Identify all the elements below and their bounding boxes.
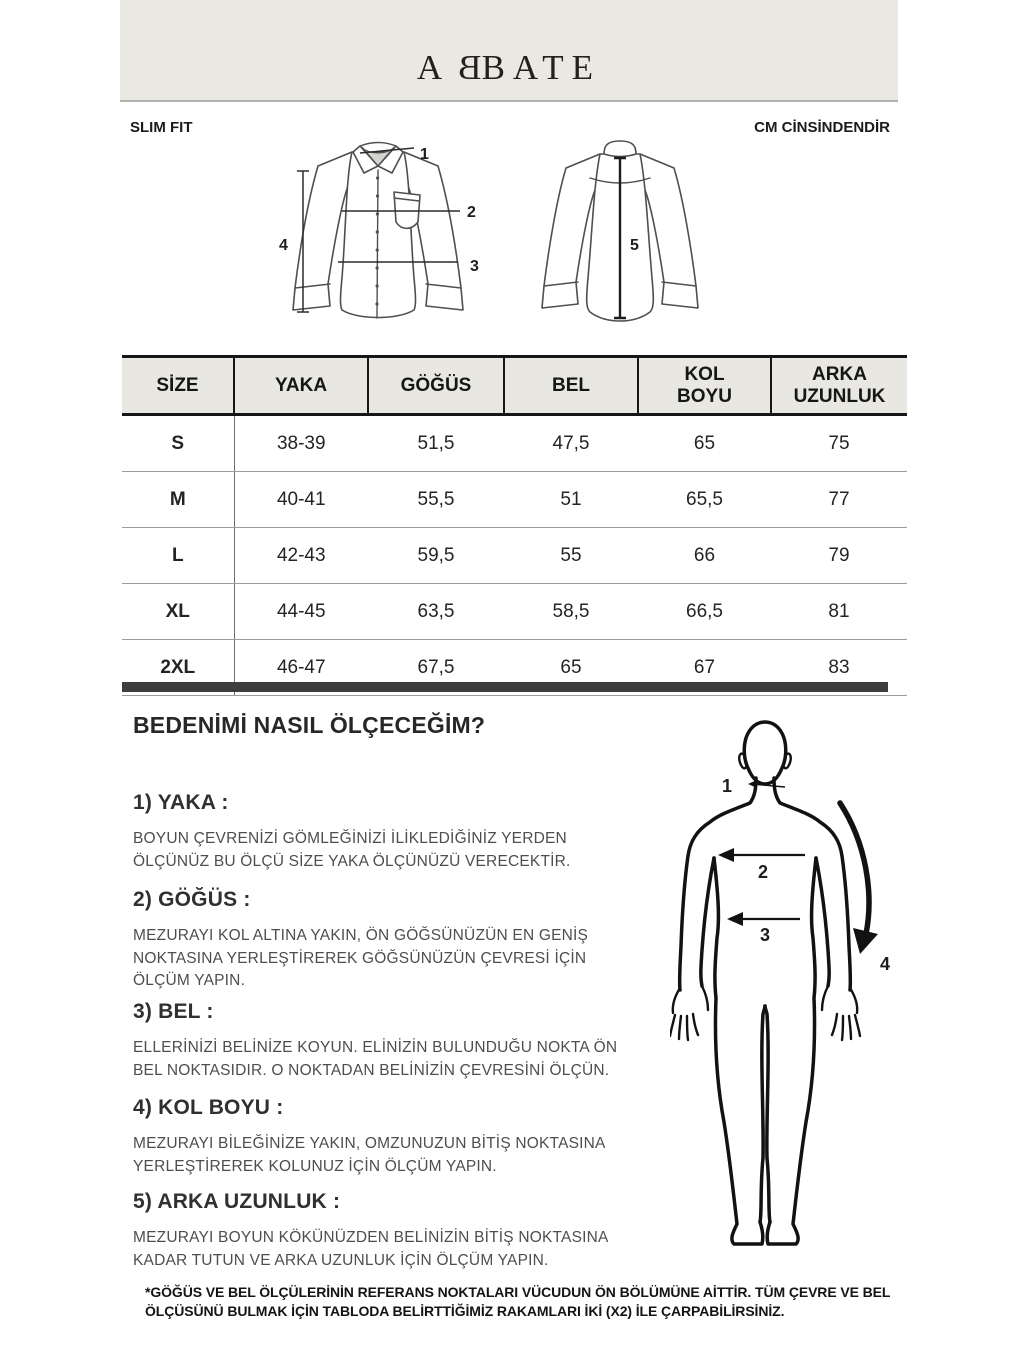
size-cell: XL (122, 584, 234, 640)
value-cell: 65 (638, 415, 771, 472)
col-header-kol-boyu: KOL BOYU (638, 357, 771, 415)
back-shirt-diagram (520, 138, 720, 338)
value-cell: 38-39 (234, 415, 368, 472)
guide-title: BEDENİMİ NASIL ÖLÇECEĞİM? (133, 712, 486, 738)
table-bottom-bar (122, 682, 888, 692)
size-row (122, 528, 907, 584)
value-cell: 83 (771, 640, 907, 696)
value-cell: 40-41 (234, 472, 368, 528)
guide-item-arka-uzunluk (133, 1190, 643, 1272)
guide-item-heading: 5) ARKA UZUNLUK : (133, 1190, 341, 1213)
body-measure-label-4: 4 (880, 954, 891, 974)
value-cell: 65,5 (638, 472, 771, 528)
front-shirt-diagram (268, 138, 488, 338)
value-cell: 63,5 (368, 584, 504, 640)
value-cell: 46-47 (234, 640, 368, 696)
col-header-gogus: GÖĞÜS (368, 357, 504, 415)
guide-item-heading: 3) BEL : (133, 1000, 214, 1023)
body-measure-label-2: 2 (758, 862, 769, 882)
fit-type-label: SLIM FIT (130, 119, 193, 136)
value-cell: 58,5 (504, 584, 638, 640)
size-row (122, 472, 907, 528)
footnote: *GÖĞÜS VE BEL ÖLÇÜLERİNİN REFERANS NOKTALARI VÜCUDUN ÖN BÖLÜMÜNE AİTTİR. TÜM ÇEVRE VE BEL ÖLÇÜSÜNÜ BULMAK İÇİN TABLODA BELİRTTİĞİMİZ RAKAMLARI İKİ (X2) İLE ÇARPABİLİRSİNİZ. (145, 1284, 891, 1319)
body-measure-label-1: 1 (722, 776, 733, 796)
value-cell: 77 (771, 472, 907, 528)
value-cell: 51,5 (368, 415, 504, 472)
front-measure-label-2: 2 (467, 204, 476, 221)
front-measure-label-4: 4 (279, 237, 288, 254)
brand-band (120, 0, 898, 102)
value-cell: 67,5 (368, 640, 504, 696)
guide-item-text: MEZURAYI BOYUN KÖKÜNÜZDEN BELİNİZİN BİTİŞ NOKTASINA KADAR TUTUN VE ARKA UZUNLUK İÇİN ÖLÇÜM YAPIN. (133, 1229, 608, 1269)
unit-label: CM CİNSİNDENDİR (754, 119, 890, 136)
guide-item-gogus (133, 888, 643, 993)
body-measure-diagram (670, 718, 935, 1248)
guide-item-yaka (133, 791, 643, 873)
value-cell: 81 (771, 584, 907, 640)
size-row (122, 584, 907, 640)
size-cell: M (122, 472, 234, 528)
value-cell: 66 (638, 528, 771, 584)
brand-logo (417, 48, 601, 100)
guide-item-heading: 2) GÖĞÜS : (133, 888, 251, 911)
size-row (122, 415, 907, 472)
back-measure-label-5: 5 (630, 237, 639, 254)
front-measure-label-1: 1 (420, 146, 429, 163)
size-table-header-row (122, 357, 907, 415)
logo-rest: BATE (481, 48, 602, 87)
value-cell: 75 (771, 415, 907, 472)
value-cell: 47,5 (504, 415, 638, 472)
body-measure-label-3: 3 (760, 925, 771, 945)
guide-item-heading: 4) KOL BOYU : (133, 1096, 284, 1119)
front-measure-label-3: 3 (470, 258, 479, 275)
value-cell: 79 (771, 528, 907, 584)
value-cell: 55,5 (368, 472, 504, 528)
value-cell: 51 (504, 472, 638, 528)
size-cell: 2XL (122, 640, 234, 696)
col-header-bel: BEL (504, 357, 638, 415)
col-header-yaka: YAKA (234, 357, 368, 415)
guide-item-bel (133, 1000, 643, 1082)
size-cell: L (122, 528, 234, 584)
guide-item-text: ELLERİNİZİ BELİNİZE KOYUN. ELİNİZİN BULUNDUĞU NOKTA ÖN BEL NOKTASIDIR. O NOKTADAN BELİNİZİN ÇEVRESİNİ ÖLÇÜN. (133, 1039, 618, 1079)
col-header-arka-uzunluk: ARKA UZUNLUK (771, 357, 907, 415)
guide-item-kol-boyu (133, 1096, 643, 1178)
logo-mirrored-b: B (450, 48, 482, 87)
guide-item-text: MEZURAYI KOL ALTINA YAKIN, ÖN GÖĞSÜNÜZÜN EN GENİŞ NOKTASINA YERLEŞTİREREK GÖĞSÜNÜZÜN ÇEVRESİ İÇİN ÖLÇÜM YAPIN. (133, 927, 589, 989)
value-cell: 42-43 (234, 528, 368, 584)
size-table (122, 355, 907, 696)
guide-item-text: MEZURAYI BİLEĞİNİZE YAKIN, OMZUNUZUN BİTİŞ NOKTASINA YERLEŞTİREREK KOLUNUZ İÇİN ÖLÇÜM YAPIN. (133, 1135, 605, 1175)
value-cell: 55 (504, 528, 638, 584)
guide-item-text: BOYUN ÇEVRENİZİ GÖMLEĞİNİZİ İLİKLEDİĞİNİZ YERDEN ÖLÇÜNÜZ BU ÖLÇÜ SİZE YAKA ÖLÇÜNÜZÜ VERECEKTİR. (133, 830, 571, 870)
value-cell: 59,5 (368, 528, 504, 584)
size-cell: S (122, 415, 234, 472)
value-cell: 65 (504, 640, 638, 696)
guide-item-heading: 1) YAKA : (133, 791, 229, 814)
col-header-size: SİZE (122, 357, 234, 415)
value-cell: 44-45 (234, 584, 368, 640)
logo-letter-a: A (416, 48, 451, 87)
value-cell: 67 (638, 640, 771, 696)
value-cell: 66,5 (638, 584, 771, 640)
